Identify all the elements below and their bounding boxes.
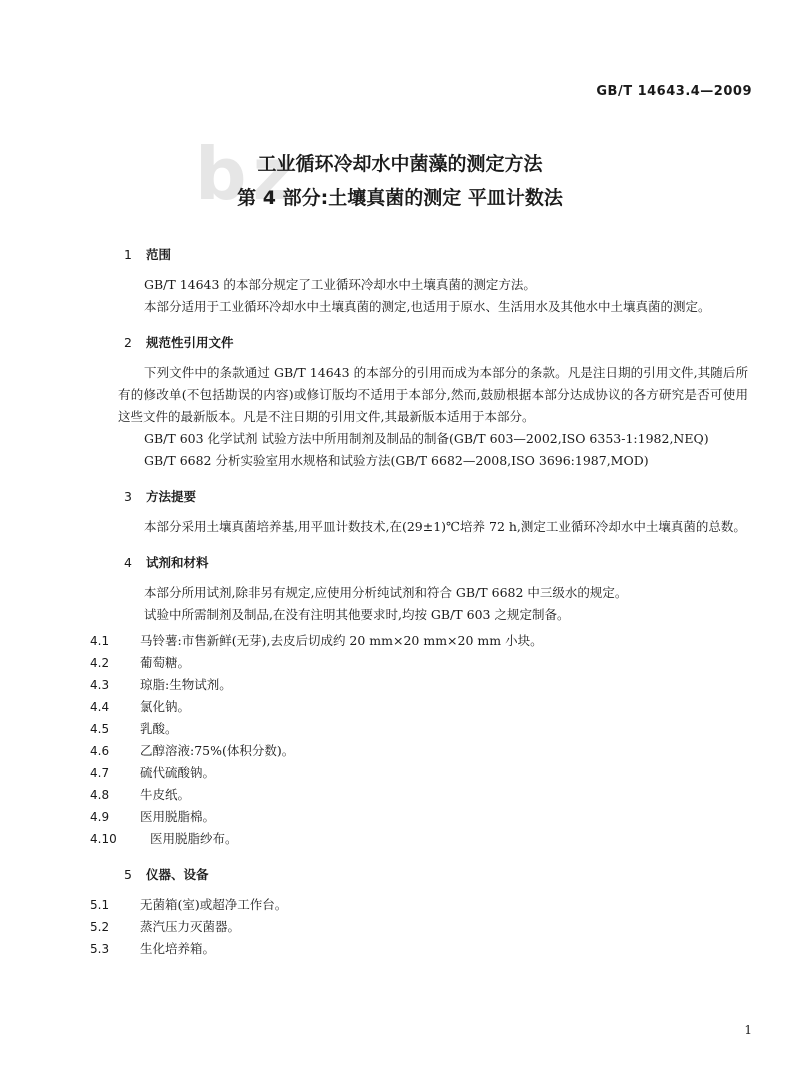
section-title: 范围 bbox=[146, 247, 172, 262]
list-item bbox=[90, 916, 748, 938]
list-item bbox=[90, 718, 748, 740]
page-number: 1 bbox=[744, 1023, 752, 1037]
item-text: 乙醇溶液:75%(体积分数)。 bbox=[140, 743, 295, 758]
reagent-list bbox=[90, 630, 748, 850]
item-number: 4.8 bbox=[90, 788, 110, 802]
item-text: 硫代硫酸钠。 bbox=[140, 765, 216, 780]
item-text: 蒸汽压力灭菌器。 bbox=[140, 919, 241, 934]
item-text: 葡萄糖。 bbox=[140, 655, 191, 670]
document-body bbox=[90, 244, 748, 974]
item-text: 医用脱脂纱布。 bbox=[150, 831, 238, 846]
section-normative-references bbox=[118, 332, 748, 472]
section-title: 试剂和材料 bbox=[146, 555, 209, 570]
list-item bbox=[90, 828, 748, 850]
item-text: 医用脱脂棉。 bbox=[140, 809, 216, 824]
paragraph: 本部分所用试剂,除非另有规定,应使用分析纯试剂和符合 GB/T 6682 中三级水的规定。 bbox=[144, 585, 628, 600]
document-title-line-2: 第 4 部分:土壤真菌的测定 平皿计数法 bbox=[237, 187, 563, 209]
item-text: 乳酸。 bbox=[140, 721, 178, 736]
section-number: 3 bbox=[124, 489, 132, 504]
paragraph: 本部分采用土壤真菌培养基,用平皿计数技术,在(29±1)℃培养 72 h,测定工业循环冷却水中土壤真菌的总数。 bbox=[144, 519, 746, 534]
list-item bbox=[90, 938, 748, 960]
section-title: 仪器、设备 bbox=[146, 867, 209, 882]
item-number: 4.7 bbox=[90, 766, 110, 780]
section-heading bbox=[124, 244, 748, 266]
section-number: 2 bbox=[124, 335, 132, 350]
item-number: 4.9 bbox=[90, 810, 110, 824]
list-item bbox=[90, 806, 748, 828]
section-principle bbox=[118, 486, 748, 538]
item-text: 琼脂:生物试剂。 bbox=[140, 677, 232, 692]
item-text: 生化培养箱。 bbox=[140, 941, 216, 956]
item-number: 4.2 bbox=[90, 656, 110, 670]
item-number: 4.3 bbox=[90, 678, 110, 692]
paragraph: 下列文件中的条款通过 GB/T 14643 的本部分的引用而成为本部分的条款。凡是注日期的引用文件,其随后所有的修改单(不包括勘误的内容)或修订版均不适用于本部分,然而,鼓励根据本部分达成协议的各方研究是否可使用这些文件的最新版本。凡是不注日期的引用文件,其最新版本适用于本部分。 bbox=[118, 365, 748, 424]
section-apparatus bbox=[90, 864, 748, 960]
section-number: 1 bbox=[124, 247, 132, 262]
section-heading bbox=[124, 332, 748, 354]
section-number: 5 bbox=[124, 867, 132, 882]
item-text: 马铃薯:市售新鲜(无芽),去皮后切成约 20 mm×20 mm×20 mm 小块。 bbox=[140, 633, 543, 648]
section-heading bbox=[124, 486, 748, 508]
section-title: 方法提要 bbox=[146, 489, 197, 504]
list-item bbox=[90, 630, 748, 652]
section-title: 规范性引用文件 bbox=[146, 335, 234, 350]
section-reagents bbox=[90, 552, 748, 850]
item-number: 5.2 bbox=[90, 920, 110, 934]
item-number: 4.1 bbox=[90, 634, 110, 648]
item-number: 4.10 bbox=[90, 832, 117, 846]
list-item bbox=[90, 674, 748, 696]
paragraph: 本部分适用于工业循环冷却水中土壤真菌的测定,也适用于原水、生活用水及其他水中土壤真菌的测定。 bbox=[144, 299, 711, 314]
section-scope bbox=[118, 244, 748, 318]
list-item bbox=[90, 762, 748, 784]
item-number: 5.1 bbox=[90, 898, 110, 912]
section-heading bbox=[124, 864, 748, 886]
item-number: 4.6 bbox=[90, 744, 110, 758]
item-number: 4.5 bbox=[90, 722, 110, 736]
list-item bbox=[90, 740, 748, 762]
list-item bbox=[90, 784, 748, 806]
item-text: 氯化钠。 bbox=[140, 699, 191, 714]
list-item bbox=[90, 652, 748, 674]
document-title-line-1: 工业循环冷却水中菌藻的测定方法 bbox=[257, 153, 543, 175]
list-item bbox=[90, 696, 748, 718]
reference-entry: GB/T 6682 分析实验室用水规格和试验方法(GB/T 6682—2008,ISO 3696:1987,MOD) bbox=[144, 453, 649, 468]
item-text: 牛皮纸。 bbox=[140, 787, 191, 802]
list-item bbox=[90, 894, 748, 916]
section-number: 4 bbox=[124, 555, 132, 570]
paragraph: GB/T 14643 的本部分规定了工业循环冷却水中土壤真菌的测定方法。 bbox=[144, 277, 536, 292]
item-text: 无菌箱(室)或超净工作台。 bbox=[140, 897, 288, 912]
item-number: 4.4 bbox=[90, 700, 110, 714]
apparatus-list bbox=[90, 894, 748, 960]
section-heading bbox=[124, 552, 748, 574]
watermark: bz bbox=[195, 132, 301, 216]
item-number: 5.3 bbox=[90, 942, 110, 956]
paragraph: 试验中所需制剂及制品,在没有注明其他要求时,均按 GB/T 603 之规定制备。 bbox=[144, 607, 570, 622]
reference-entry: GB/T 603 化学试剂 试验方法中所用制剂及制品的制备(GB/T 603—2002,ISO 6353-1:1982,NEQ) bbox=[144, 431, 709, 446]
standard-number: GB/T 14643.4—2009 bbox=[596, 84, 752, 99]
